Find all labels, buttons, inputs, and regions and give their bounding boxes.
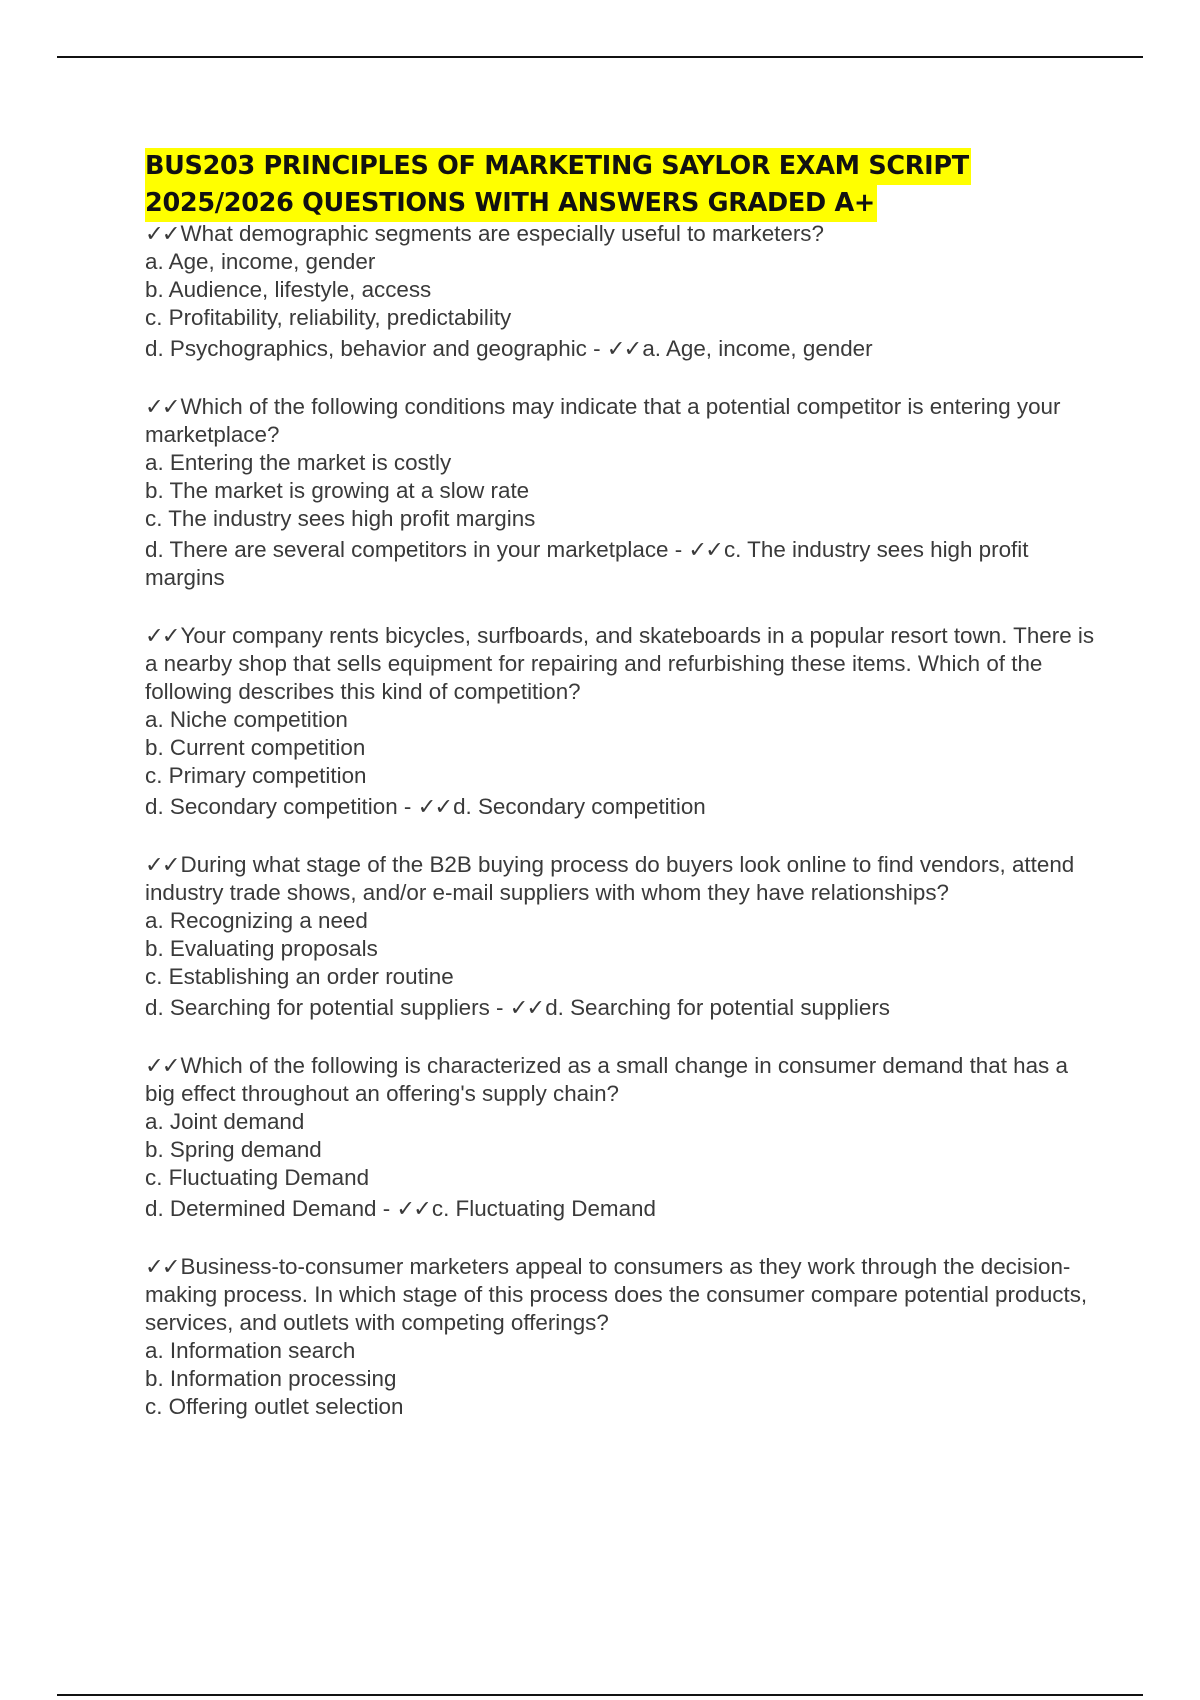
question-block-5 <box>145 1052 1100 1223</box>
option-b: b. Spring demand <box>145 1137 322 1162</box>
question-text: ✓✓During what stage of the B2B buying process do buyers look online to find vendors, attend industry trade shows, and/or e-mail suppliers with whom they have relationships? <box>145 852 1075 905</box>
check-icon: ✓✓ <box>145 221 179 246</box>
check-icon: ✓✓ <box>145 394 179 419</box>
answer-text: c. Fluctuating Demand <box>431 1196 656 1221</box>
answer-text: a. Age, income, gender <box>642 336 873 361</box>
check-icon: ✓✓ <box>688 537 722 562</box>
bottom-rule <box>57 1694 1143 1696</box>
option-a: a. Recognizing a need <box>145 908 368 933</box>
option-b: b. Information processing <box>145 1366 397 1391</box>
document-title <box>145 148 1100 222</box>
option-a: a. Entering the market is costly <box>145 450 452 475</box>
option-b: b. Current competition <box>145 735 366 760</box>
check-icon: ✓✓ <box>145 623 179 648</box>
check-icon: ✓✓ <box>145 1053 179 1078</box>
answer-text: d. Searching for potential suppliers <box>545 995 890 1020</box>
option-c: c. Profitability, reliability, predictability <box>145 305 512 330</box>
title-line-2: 2025/2026 QUESTIONS WITH ANSWERS GRADED A+ <box>145 185 877 222</box>
option-c: c. Establishing an order routine <box>145 964 454 989</box>
question-text: ✓✓Your company rents bicycles, surfboards, and skateboards in a popular resort town. There is a nearby shop that sells equipment for repairing and refurbishing these items. Which of the following describes this kind of competition? <box>145 623 1095 704</box>
document-page <box>145 148 1100 1451</box>
option-c: c. The industry sees high profit margins <box>145 506 536 531</box>
question-block-3 <box>145 622 1100 821</box>
option-b: b. The market is growing at a slow rate <box>145 478 530 503</box>
option-a: a. Age, income, gender <box>145 249 376 274</box>
option-a: a. Joint demand <box>145 1109 305 1134</box>
option-d-with-answer: d. Determined Demand - ✓✓c. Fluctuating Demand <box>145 1196 656 1221</box>
option-b: b. Audience, lifestyle, access <box>145 277 432 302</box>
option-d-with-answer: d. Psychographics, behavior and geographic - ✓✓a. Age, income, gender <box>145 336 873 361</box>
question-block-1 <box>145 220 1100 363</box>
option-c: c. Fluctuating Demand <box>145 1165 370 1190</box>
top-rule <box>57 56 1143 58</box>
option-c: c. Offering outlet selection <box>145 1394 404 1419</box>
question-text: ✓✓Which of the following is characterized as a small change in consumer demand that has a big effect throughout an offering's supply chain? <box>145 1053 1068 1106</box>
option-d-with-answer: d. There are several competitors in your marketplace - ✓✓c. The industry sees high profit margins <box>145 537 1029 590</box>
check-icon: ✓✓ <box>606 336 641 361</box>
question-text: ✓✓Which of the following conditions may indicate that a potential competitor is entering your marketplace? <box>145 394 1061 447</box>
check-icon: ✓✓ <box>509 995 544 1020</box>
option-d-with-answer: d. Searching for potential suppliers - ✓✓d. Searching for potential suppliers <box>145 995 890 1020</box>
check-icon: ✓✓ <box>145 1254 179 1279</box>
option-b: b. Evaluating proposals <box>145 936 378 961</box>
question-block-4 <box>145 851 1100 1022</box>
title-line-1: BUS203 PRINCIPLES OF MARKETING SAYLOR EXAM SCRIPT <box>145 148 971 185</box>
question-text: ✓✓Business-to-consumer marketers appeal to consumers as they work through the decision-making process. In which stage of this process does the consumer compare potential products, services, and outlets with competing offerings? <box>145 1254 1088 1335</box>
option-a: a. Information search <box>145 1338 356 1363</box>
question-block-6 <box>145 1253 1100 1421</box>
check-icon: ✓✓ <box>145 852 179 877</box>
check-icon: ✓✓ <box>396 1196 430 1221</box>
option-c: c. Primary competition <box>145 763 367 788</box>
question-block-2 <box>145 393 1100 592</box>
option-d-with-answer: d. Secondary competition - ✓✓d. Secondary competition <box>145 794 706 819</box>
check-icon: ✓✓ <box>417 794 452 819</box>
answer-text: d. Secondary competition <box>453 794 706 819</box>
answer-text: c. The industry sees high profit margins <box>145 537 1029 590</box>
option-a: a. Niche competition <box>145 707 348 732</box>
question-text: ✓✓What demographic segments are especially useful to marketers? <box>145 221 824 246</box>
